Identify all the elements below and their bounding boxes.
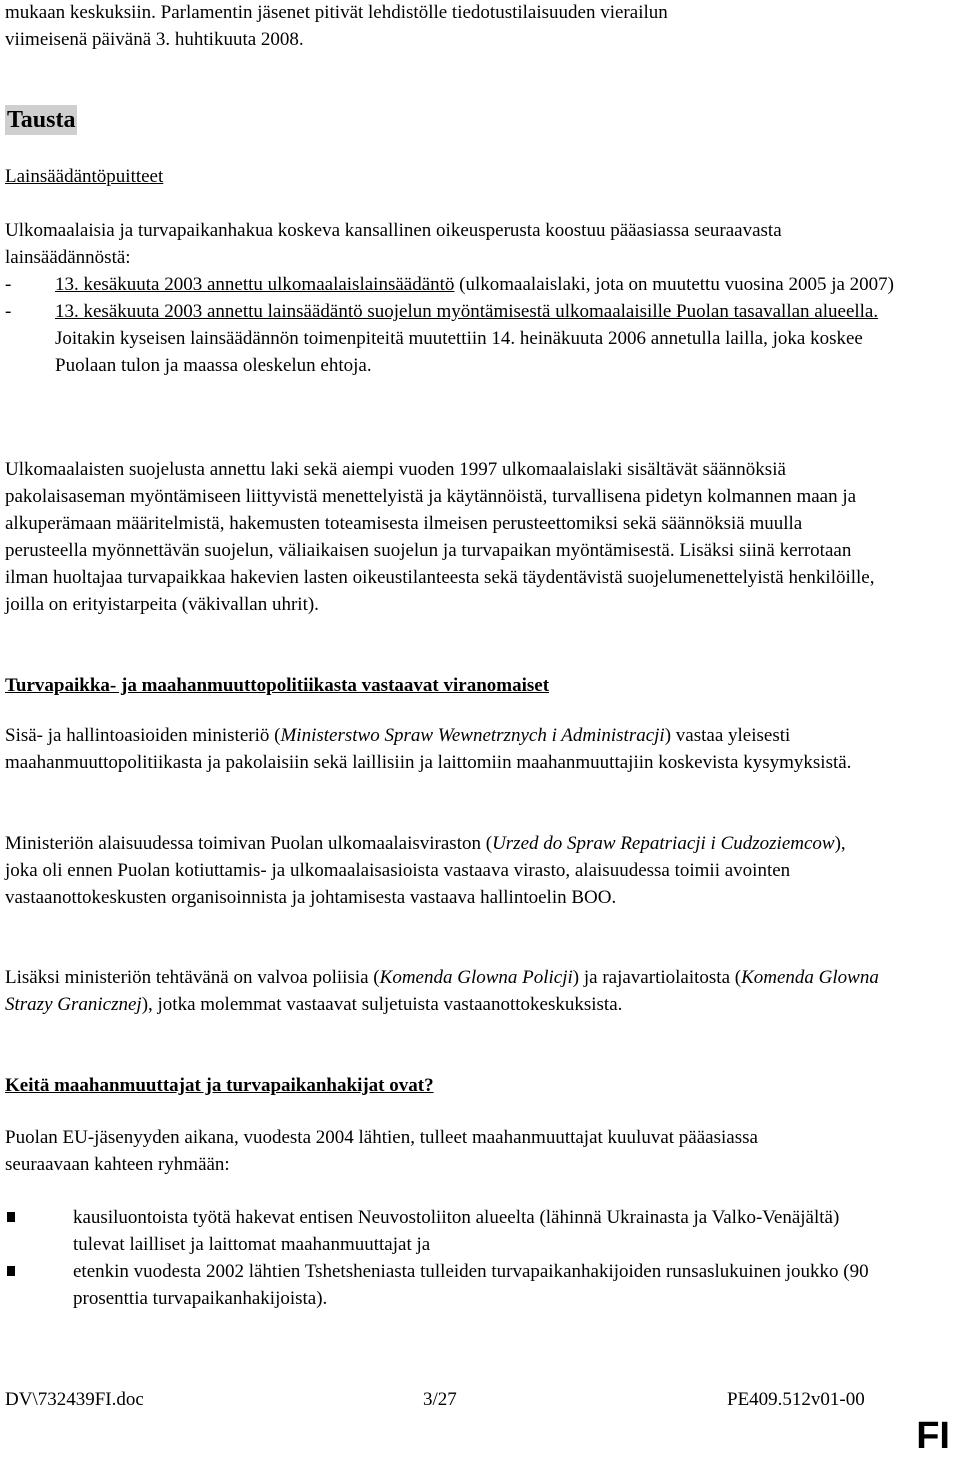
intro-paragraph (5, 0, 950, 53)
legislation-intro: Ulkomaalaisia ja turvapaikanhakua koskeva kansallinen oikeusperusta koostuu pääasiassa seuraavasta lainsäädännöstä: (5, 220, 782, 268)
legislation-item-2 (5, 298, 895, 379)
list-item-text: etenkin vuodesta 2002 lähtien Tshetsheniasta tulleiden turvapaikanhakijoiden runsaslukuinen joukko (90 prosenttia turvapaikanhakijoista). (73, 1261, 869, 1309)
authorities-paragraph-3 (5, 964, 885, 1018)
legislation-link-2[interactable]: 13. kesäkuuta 2003 annettu lainsäädäntö suojelun myöntämisestä ulkomaalaisille Puolan tasavallan alueella. (55, 301, 879, 322)
bullet-square-icon (7, 1266, 15, 1276)
ministry-name-polish: Ministerstwo Spraw Wewnetrznych i Administracji (280, 725, 665, 746)
authorities-heading: Turvapaikka- ja maahanmuuttopolitiikasta vastaavat viranomaiset (5, 675, 550, 696)
legislation-item-1 (5, 271, 895, 298)
legislation-paragraph: Ulkomaalaisten suojelusta annettu laki sekä aiempi vuoden 1997 ulkomaalaislaki sisältävät säännöksiä pakolaisaseman myöntämiseen liittyvistä menettelyistä ja käytännöistä, turvallisena pidetyn kolmannen maan ja alkuperämaan määritelmistä, hakemusten toteamisesta ilmeisen perusteettomiksi sekä säännöksiä muulla perusteella myönnettävän suojelun, väliaikaisen suojelun ja turvapaikan myöntämisestä. Lisäksi siinä kerrotaan ilman huoltajaa turvapaikkaa hakevien lasten oikeustilanteesta sekä täydentävistä suojelumenettelyistä henkilöille, joilla on erityistarpeita (väkivallan uhrit). (5, 459, 875, 615)
text: Sisä- ja hallintoasioiden ministeriö ( (5, 725, 281, 746)
text: Lisäksi ministeriön tehtävänä on valvoa poliisia ( (5, 967, 380, 988)
text: ), jotka molemmat vastaavat suljetuista vastaanottokeskuksista. (141, 994, 623, 1015)
language-code: FI (916, 1415, 950, 1457)
footer-doc-ref: DV\732439FI.doc (5, 1389, 144, 1410)
text: ) vastaa yleisesti maahanmuuttopolitiikasta ja pakolaisiin sekä laillisiin ja laittomiin maahanmuuttajiin koskevista kysymyksistä. (5, 725, 852, 773)
legislation-heading: Lainsäädäntöpuitteet (5, 166, 164, 187)
intro-line-2: viimeisenä päivänä 3. huhtikuuta 2008. (5, 29, 304, 50)
migrants-intro: Puolan EU-jäsenyyden aikana, vuodesta 2004 lähtien, tulleet maahanmuuttajat kuuluvat pääasiassa seuraavaan kahteen ryhmään: (5, 1127, 758, 1175)
list-item-text: kausiluontoista työtä hakevat entisen Neuvostoliiton alueelta (lähinnä Ukrainasta ja Valko-Venäjältä) tulevat lailliset ja laittomat maahanmuuttajat ja (73, 1207, 840, 1255)
office-name-polish: Urzed do Spraw Repatriacji i Cudzoziemcow (492, 833, 835, 854)
border-guard-name-polish: Komenda Glowna Strazy Granicznej (5, 967, 879, 1015)
list-item (5, 1258, 885, 1312)
section-title-tausta: Tausta (7, 107, 76, 133)
legislation-list (5, 271, 895, 379)
bullet-square-icon (7, 1212, 15, 1222)
dash-marker: - (5, 301, 12, 322)
migrants-list (5, 1204, 885, 1312)
footer-page-number: 3/27 (423, 1389, 457, 1410)
footer-pe-ref: PE409.512v01-00 (727, 1389, 865, 1410)
text: Ministeriön alaisuudessa toimivan Puolan ulkomaalaisviraston ( (5, 833, 493, 854)
authorities-paragraph-1 (5, 722, 865, 776)
legislation-link-1[interactable]: 13. kesäkuuta 2003 annettu ulkomaalaislainsäädäntö (55, 274, 455, 295)
text: ), joka oli ennen Puolan kotiuttamis- ja ulkomaalaisasioista vastaava virasto, alaisuudessa toimii avointen vastaanottokeskusten organisoinnista ja johtamisesta vastaava hallintoelin BOO. (5, 833, 846, 908)
list-item (5, 1204, 885, 1258)
dash-marker: - (5, 274, 12, 295)
legislation-item-2-text: Joitakin kyseisen lainsäädännön toimenpiteitä muutettiin 14. heinäkuuta 2006 annetulla lailla, joka koskee Puolaan tulon ja maassa oleskelun ehtoja. (55, 328, 863, 376)
intro-line-1: mukaan keskuksiin. Parlamentin jäsenet pitivät lehdistölle tiedotustilaisuuden vierailun (5, 2, 668, 23)
text: ) ja rajavartiolaitosta ( (572, 967, 742, 988)
legislation-item-1-text: (ulkomaalaislaki, jota on muutettu vuosina 2005 ja 2007) (454, 274, 894, 295)
police-name-polish: Komenda Glowna Policji (379, 967, 573, 988)
authorities-paragraph-2 (5, 830, 880, 911)
migrants-heading: Keitä maahanmuuttajat ja turvapaikanhakijat ovat? (5, 1075, 434, 1096)
